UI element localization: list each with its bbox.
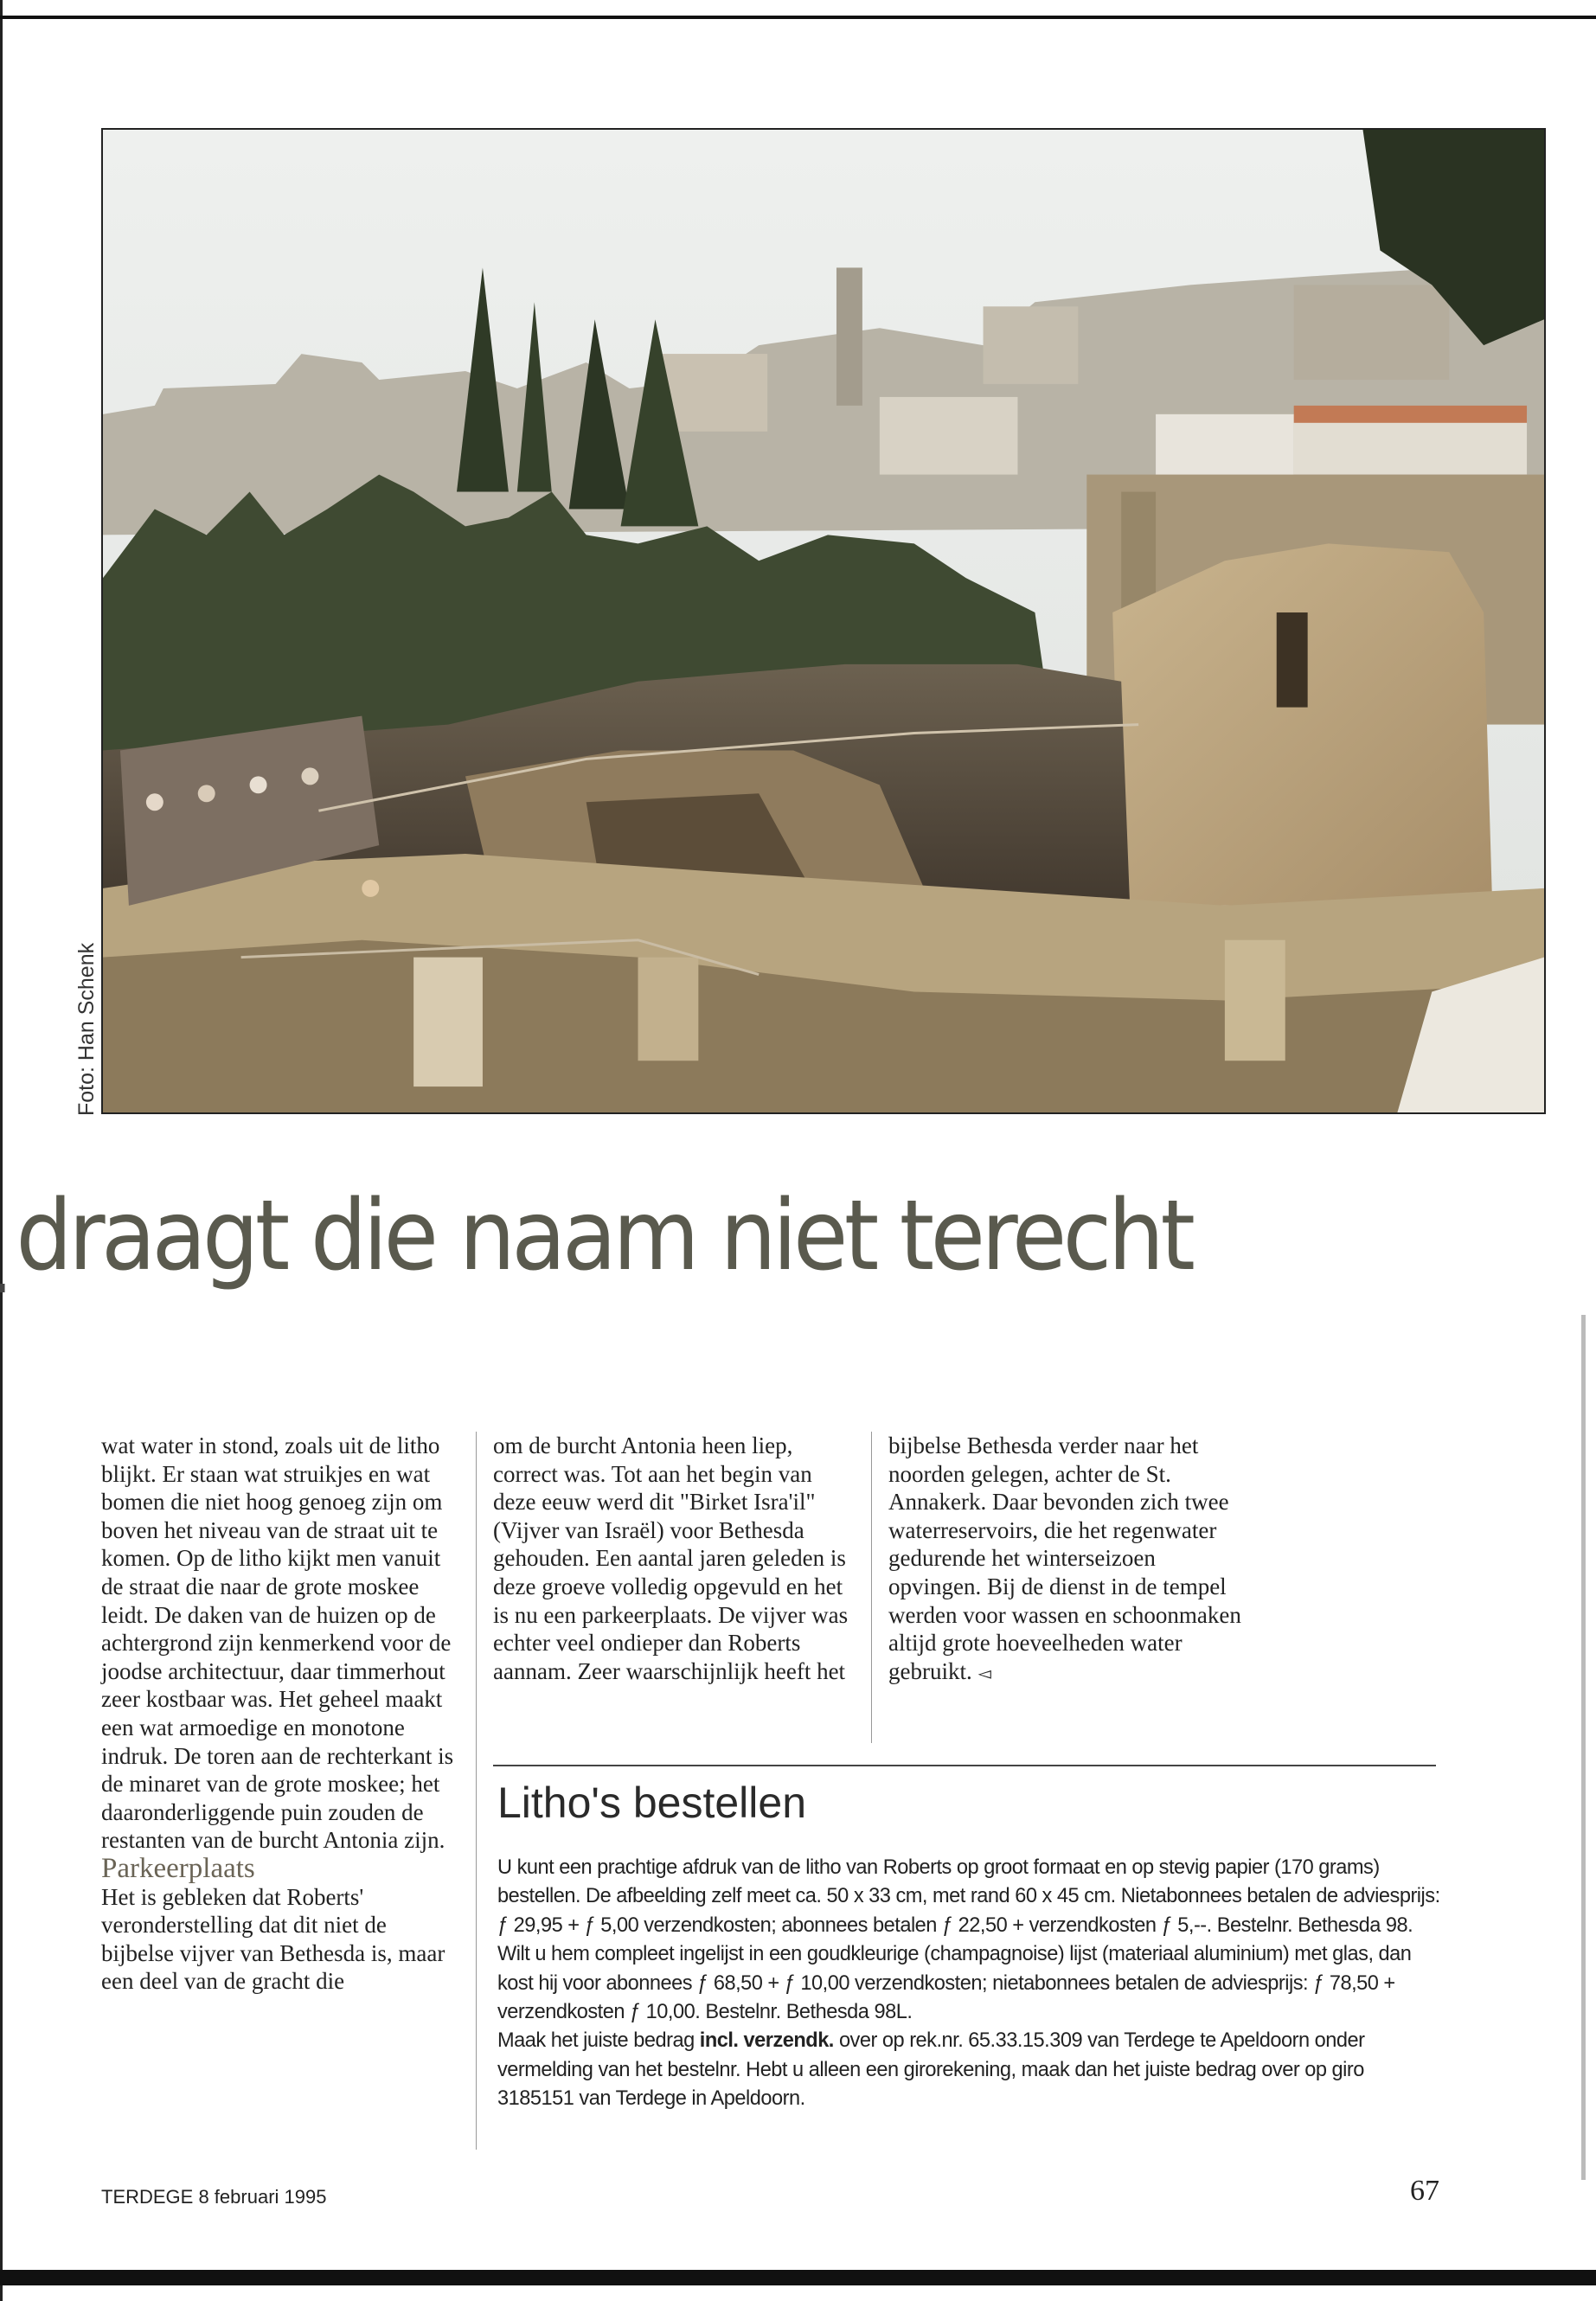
column-1 bbox=[101, 1432, 456, 1996]
bethesda-photo-image bbox=[103, 130, 1544, 1112]
column-1-text: wat water in stond, zoals uit de litho blijkt. Er staan wat struikjes en wat bomen die niet hoog genoeg zijn om boven het niveau van de straat uit te komen. Op de litho kijkt men vanuit de straat die naar de grote moskee leidt. De daken van de huizen op de achtergrond zijn kenmerkend voor de joodse architectuur, daar timmerhout zeer kostbaar was. Het geheel maakt een wat armoedige en monotone indruk. De toren aan de rechterkant is de minaret van de grote moskee; het daaronderliggende puin zouden de restanten van de burcht Antonia zijn. bbox=[101, 1433, 454, 1854]
photo-credit: Foto: Han Schenk bbox=[74, 942, 99, 1116]
column-2-text: om de burcht Antonia heen liep, correct was. Tot aan het begin van deze eeuw werd dit "Birket Isra'il" (Vijver van Israël) voor Bethesda gehouden. Een aantal jaren geleden is deze groeve volledig opgevuld en het is nu een parkeerplaats. De vijver was echter veel ondieper dan Roberts aannam. Zeer waarschijnlijk heeft het bbox=[493, 1433, 849, 1684]
page-right-edge bbox=[1581, 1315, 1586, 2180]
bottom-rule bbox=[0, 2270, 1596, 2285]
order-p3-pre: Maak het juiste bedrag bbox=[497, 2029, 695, 2053]
order-box-rule bbox=[493, 1765, 1436, 1766]
top-rule bbox=[0, 16, 1596, 19]
column-divider bbox=[476, 1432, 477, 2150]
photo bbox=[101, 128, 1546, 1114]
order-p3-bold: incl. verzendk. bbox=[699, 2029, 834, 2053]
subheading-parkeerplaats: Parkeerplaats bbox=[101, 1852, 255, 1884]
order-p3-post: over op rek.nr. 65.33.15.309 van Terdege te Apeldoorn onder vermelding van het bestelnr. Hebt u alleen een girorekening, maak dan het juiste bedrag over op giro 3185151 van Terdege in Apeldoorn. bbox=[497, 2029, 1365, 2111]
headline-continuation-mark bbox=[0, 1284, 5, 1292]
column-2 bbox=[493, 1432, 856, 1685]
order-paragraph-1: U kunt een prachtige afdruk van de litho van Roberts op groot formaat en op stevig papier (170 grams) bestellen. De afbeelding zelf meet ca. 50 x 33 cm, met rand 60 x 45 cm. Nietabonnees betalen de adviesprijs: ƒ 29,95 + ƒ 5,00 verzendkosten; abonnees betalen ƒ 22,50 + verzendkosten ƒ 5,--. Bestelnr. Bethesda 98. bbox=[497, 1856, 1440, 1937]
order-box-body bbox=[497, 1854, 1440, 2114]
order-box-title: Litho's bestellen bbox=[497, 1779, 807, 1827]
column-3-text bbox=[888, 1432, 1252, 1688]
headline-text: draagt die naam niet terecht bbox=[16, 1180, 1192, 1292]
column-divider bbox=[871, 1432, 872, 1743]
page-edge bbox=[0, 0, 3, 2301]
headline bbox=[0, 1180, 1191, 1292]
page-number: 67 bbox=[1410, 2175, 1439, 2207]
order-paragraph-2: Wilt u hem compleet ingelijst in een goudkleurige (champagnoise) lijst (materiaal aluminium) met glas, dan kost hij voor abonnees ƒ 68,50 + ƒ 10,00 verzendkosten; nietabonnees betalen de adviesprijs: ƒ 78,50 + verzendkosten ƒ 10,00. Bestelnr. Bethesda 98L. bbox=[497, 1943, 1412, 2024]
publication-footer: TERDEGE 8 februari 1995 bbox=[101, 2186, 327, 2208]
order-paragraph-3 bbox=[497, 2027, 1440, 2113]
column-3 bbox=[888, 1432, 1252, 1688]
end-mark: ◅ bbox=[977, 1663, 991, 1683]
column-1b-text: Het is gebleken dat Roberts' veronderstelling dat dit niet de bijbelse vijver van Bethesda is, maar een deel van de gracht die bbox=[101, 1883, 445, 1995]
column-3-body: bijbelse Bethesda verder naar het noorden gelegen, achter de St. Annakerk. Daar bevonden zich twee waterreservoirs, die het regenwater gedurende het winterseizoen opvingen. Bij de dienst in de tempel werden voor wassen en schoonmaken altijd grote hoeveelheden water gebruikt. bbox=[888, 1433, 1241, 1684]
